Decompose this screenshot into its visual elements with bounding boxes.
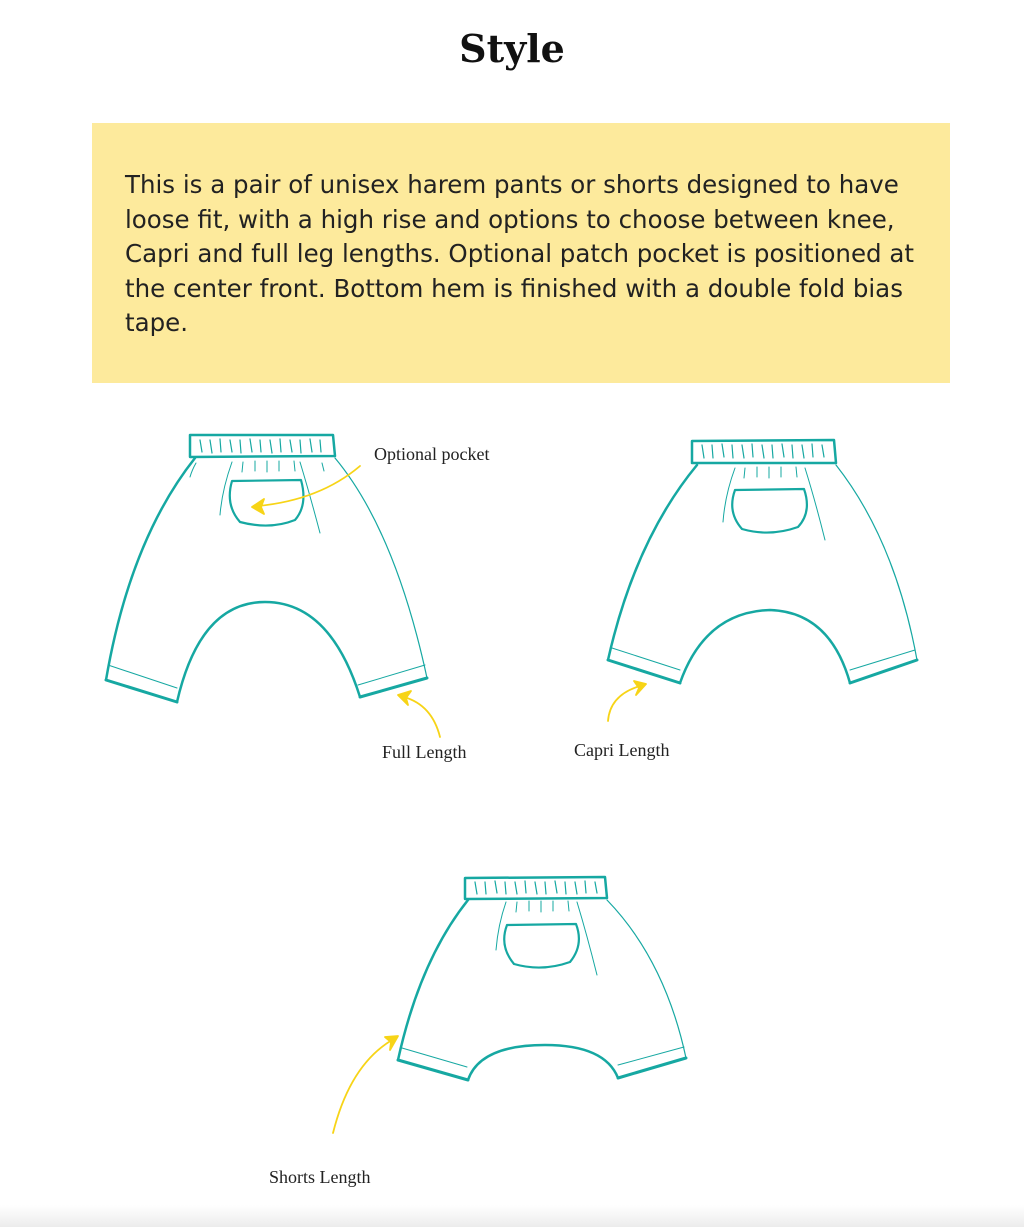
label-full-length: Full Length [382, 742, 467, 762]
arrows [252, 466, 646, 1133]
full-length-pants-drawing [106, 435, 427, 702]
shorts-length-drawing [398, 877, 686, 1080]
shorts-arrow-icon [333, 1040, 392, 1133]
pocket-arrow-icon [258, 466, 360, 506]
full-length-arrow-icon [404, 697, 440, 737]
capri-arrow-icon [608, 686, 640, 721]
capri-length-pants-drawing [608, 440, 917, 683]
page-bottom-shadow [0, 1205, 1024, 1227]
description-text: This is a pair of unisex harem pants or shorts designed to have loose fit, with a high rise and options to choose between knee, Capri and full leg lengths. Optional patch pocket is positioned at the center front. Bottom hem is finished with a double fold bias tape. [125, 170, 914, 338]
page-title: Style [459, 26, 565, 71]
label-capri-length: Capri Length [574, 740, 670, 760]
label-optional-pocket: Optional pocket [374, 444, 490, 464]
label-shorts-length: Shorts Length [269, 1167, 371, 1187]
